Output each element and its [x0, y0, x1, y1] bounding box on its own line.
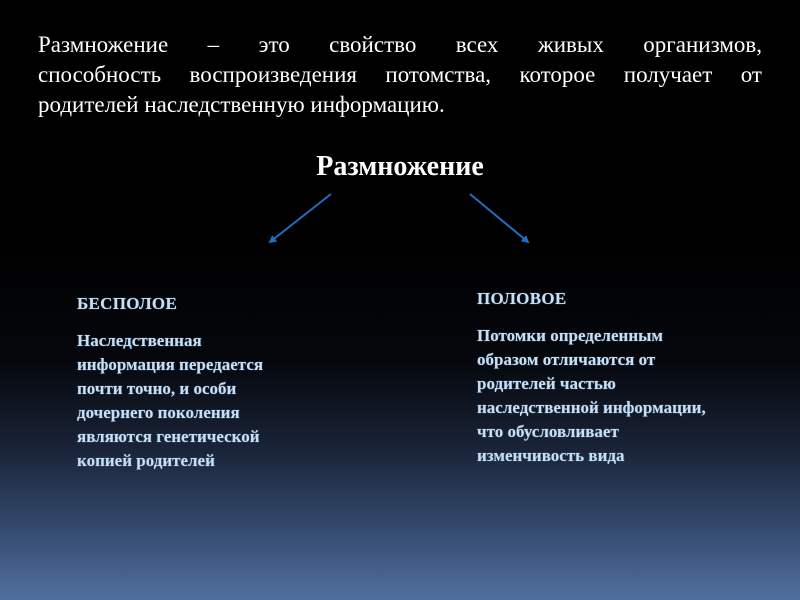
sexual-heading: ПОЛОВОЕ: [477, 289, 567, 308]
sexual-line: образом отличаются от: [477, 350, 656, 369]
asexual-description: [77, 329, 337, 473]
asexual-line: Наследственная: [77, 331, 202, 350]
asexual-line: информация передается: [77, 355, 264, 374]
sexual-description: [477, 324, 777, 468]
asexual-column: [77, 292, 337, 473]
asexual-heading: БЕСПОЛОЕ: [77, 294, 178, 313]
arrow-right-icon: [470, 194, 528, 242]
sexual-column: [477, 287, 777, 468]
sexual-line: изменчивость вида: [477, 446, 625, 465]
asexual-line: копией родителей: [77, 451, 215, 470]
arrow-left-icon: [270, 194, 331, 242]
sexual-line: наследственной информации,: [477, 398, 706, 417]
sexual-line: что обусловливает: [477, 422, 619, 441]
asexual-line: дочернего поколения: [77, 403, 240, 422]
center-title: Размножение: [316, 151, 484, 182]
definition-line-3: родителей наследственную информацию.: [38, 92, 445, 117]
definition-line-2: способность воспроизведения потомства, которое получает от: [38, 62, 762, 87]
sexual-line: Потомки определенным: [477, 326, 663, 345]
asexual-line: почти точно, и особи: [77, 379, 237, 398]
definition-paragraph: [38, 30, 762, 120]
asexual-line: являются генетической: [77, 427, 260, 446]
definition-line-1: Размножение – это свойство всех живых организмов,: [38, 32, 762, 57]
sexual-line: родителей частью: [477, 374, 616, 393]
